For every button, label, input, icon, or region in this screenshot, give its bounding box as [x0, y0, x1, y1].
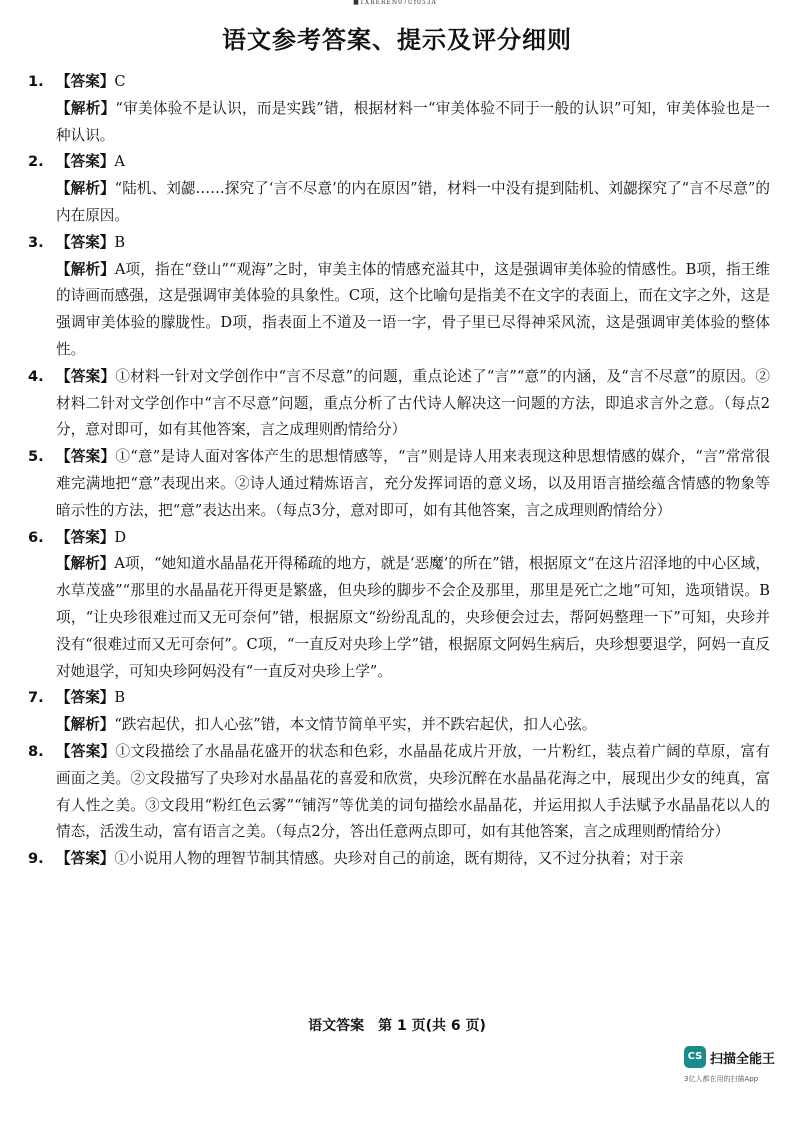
answer-tag: 【答案】	[56, 73, 115, 90]
analysis-tag: 【解析】	[56, 716, 115, 734]
answer-tag: 【答案】	[56, 153, 115, 171]
answer-text: C	[114, 73, 126, 90]
analysis-tag: 【解析】	[56, 99, 116, 117]
question-number: 2.	[28, 153, 44, 171]
answer-text: B	[114, 233, 126, 251]
question-number: 5.	[28, 448, 44, 466]
page-footer: 语文答案 第 1 页(共 6 页)	[308, 1018, 486, 1034]
answer-tag: 【答案】	[56, 689, 115, 707]
analysis-text: “审美体验不是认识，而是实践”错，根据材料一“审美体验不同于一般的认识”可知，审美体验也是一种认识。	[56, 99, 770, 144]
question-number: 3.	[28, 233, 44, 251]
watermark-subtitle: 3亿人都在用的扫描App	[684, 1075, 759, 1083]
answer-item-9	[28, 846, 770, 873]
answer-item-7	[28, 685, 770, 739]
analysis-tag: 【解析】	[56, 555, 115, 573]
analysis-text: A项，“她知道水晶晶花开得稀疏的地方，就是‘恶魔’的所在”错，根据原文“在这片沼泽地的中心区域，水草茂盛”“那里的水晶晶花开得更是繁盛，但央珍的脚步不会企及那里，那里是死亡之地”可知，选项错误。B项，“让央珍很难过而又无可奈何”错，根据原文“纷纷乱乱的，央珍便会过去，帮阿妈整理一下”可知，央珍并没有“很难过而又无可奈何”。C项，“一直反对央珍上学”错，根据原文阿妈生病后，央珍想要退学，阿妈一直反对她退学，可知央珍阿妈没有“一直反对央珍上学”。	[56, 555, 770, 680]
answer-item-4	[28, 364, 770, 444]
answer-tag: 【答案】	[56, 528, 115, 546]
analysis-text: “跌宕起伏，扣人心弦”错，本文情节简单平实，并不跌宕起伏，扣人心弦。	[114, 716, 597, 734]
answer-text: ①文段描绘了水晶晶花盛开的状态和色彩，水晶晶花成片开放，一片粉红，装点着广阔的草原，富有画面之美。②文段描写了央珍对水晶晶花的喜爱和欣赏，央珍沉醉在水晶晶花海之中，展现出少女的纯真，富有人性之美。③文段用“粉红色云雾”“铺泻”等优美的词句描绘水晶晶花，并运用拟人手法赋予水晶晶花以人的情态，活泼生动，富有语言之美。（每点2分，答出任意两点即可，如有其他答案，言之成理则酌情给分）	[56, 742, 770, 841]
answer-text: ①小说用人物的理智节制其情感。央珍对自己的前途，既有期待，又不过分执着；对于亲	[114, 850, 684, 868]
answer-tag: 【答案】	[56, 448, 116, 466]
scanner-watermark	[684, 1046, 784, 1096]
page-title: 语文参考答案、提示及评分细则	[222, 26, 572, 54]
top-mark: ■TXREREN07Uf053A	[353, 0, 437, 6]
answer-tag: 【答案】	[56, 233, 115, 251]
question-number: 7.	[28, 689, 44, 707]
answer-text: ①材料一针对文学创作中“言不尽意”的问题，重点论述了“言”“意”的内涵，及“言不尽意”的原因。②材料二针对文学创作中“言不尽意”问题，重点分析了古代诗人解决这一问题的方法，即追求言外之意。（每点2分，意对即可，如有其他答案，言之成理则酌情给分）	[56, 367, 770, 439]
answer-tag: 【答案】	[56, 742, 116, 760]
analysis-tag: 【解析】	[56, 180, 115, 198]
analysis-tag: 【解析】	[56, 260, 115, 278]
answer-item-1	[28, 69, 770, 149]
answer-list	[28, 69, 770, 873]
answer-item-8	[28, 739, 770, 846]
watermark-name: 扫描全能王	[710, 1052, 776, 1067]
answer-tag: 【答案】	[56, 367, 116, 385]
answer-tag: 【答案】	[56, 850, 115, 868]
camscanner-logo-icon: CS	[684, 1046, 706, 1068]
answer-item-2	[28, 149, 770, 229]
answer-item-3	[28, 230, 770, 364]
answer-text: D	[114, 528, 127, 546]
question-number: 8.	[28, 742, 44, 760]
answer-item-5	[28, 444, 770, 524]
answer-text: ①“意”是诗人面对客体产生的思想情感等，“言”则是诗人用来表现这种思想情感的媒介，“言”常常很难完满地把“意”表现出来。②诗人通过精炼语言，充分发挥词语的意义场，以及用语言描绘蕴含情感的物象等暗示性的方法，把“意”表达出来。（每点3分，意对即可，如有其他答案，言之成理则酌情给分）	[56, 448, 770, 519]
analysis-text: A项，指在“登山”“观海”之时，审美主体的情感充溢其中，这是强调审美体验的情感性。B项，指王维的诗画而感强，这是强调审美体验的具象性。C项，这个比喻句是指美不在文字的表面上，而在文字之外，这是强调审美体验的朦胧性。D项，指表面上不道及一语一字，骨子里已尽得神采风流，这是强调审美体验的整体性。	[56, 260, 770, 358]
answer-item-6	[28, 525, 770, 686]
answer-text: A	[114, 153, 125, 171]
question-number: 1.	[28, 73, 44, 90]
question-number: 4.	[28, 367, 44, 385]
analysis-text: “陆机、刘勰……探究了‘言不尽意’的内在原因”错，材料一中没有提到陆机、刘勰探究了“言不尽意”的内在原因。	[56, 180, 770, 224]
question-number: 9.	[28, 850, 44, 868]
answer-text: B	[114, 689, 126, 707]
question-number: 6.	[28, 528, 44, 546]
